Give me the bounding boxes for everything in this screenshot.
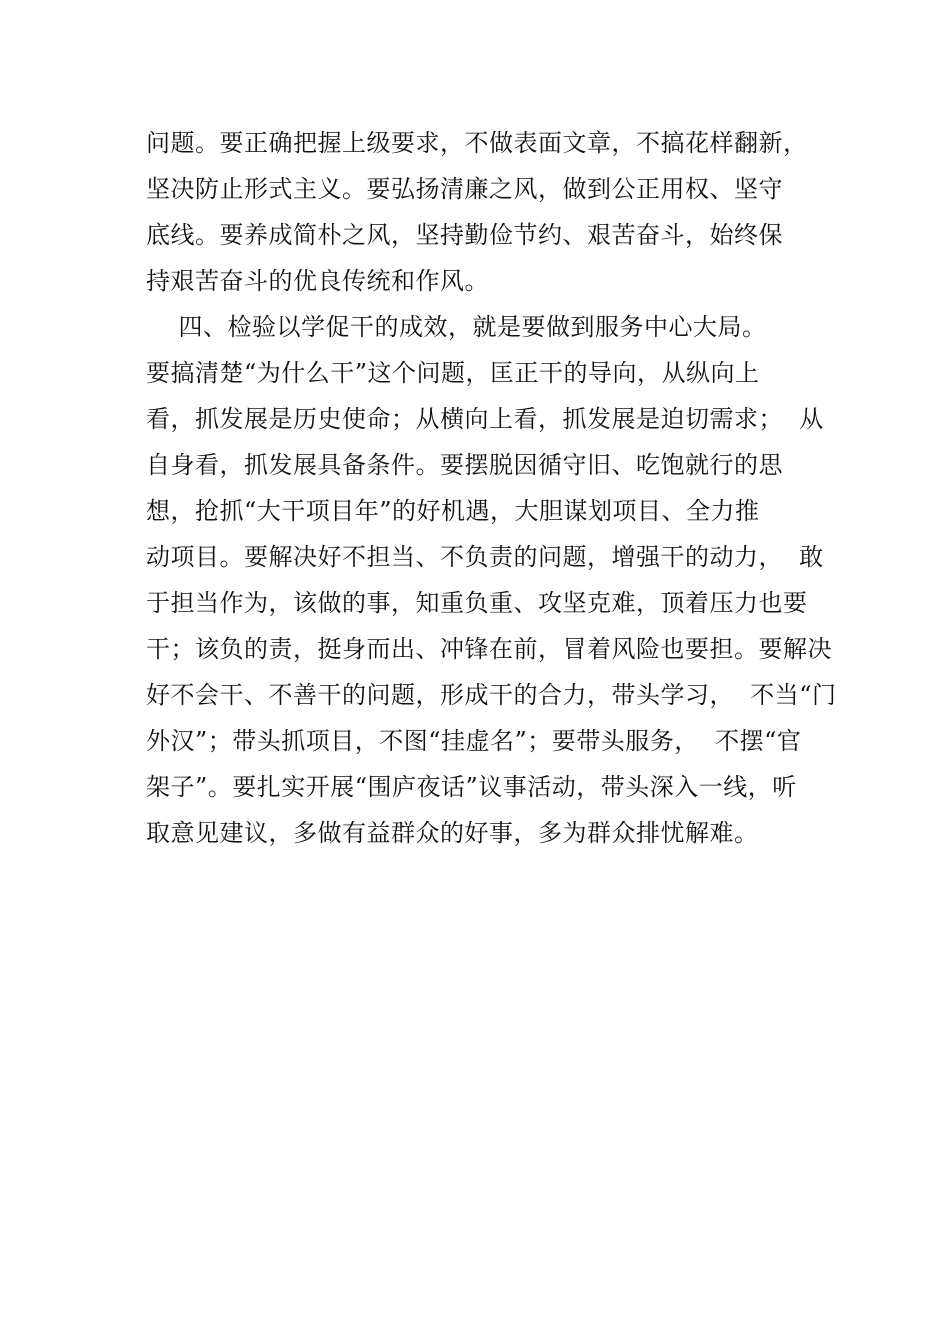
text-line: 要搞清楚“为什么干”这个问题，匡正干的导向，从纵向上	[146, 359, 760, 387]
text-line: 动项目。要解决好不担当、不负责的问题，增强干的动力， 敢	[146, 543, 824, 571]
text-line: 干；该负的责，挺身而出、冲锋在前，冒着风险也要担。要解决	[146, 635, 832, 663]
text-line: 外汉”；带头抓项目，不图“挂虚名”；要带头服务， 不摆“官	[146, 727, 802, 755]
text-line: 持艰苦奋斗的优良传统和作风。	[146, 267, 489, 295]
paragraph-2	[146, 304, 837, 856]
text-line: 坚决防止形式主义。要弘扬清廉之风，做到公正用权、坚守	[146, 175, 783, 203]
text-line: 想，抢抓“大干项目年”的好机遇，大胆谋划项目、全力推	[146, 497, 760, 525]
text-line: 取意见建议，多做有益群众的好事，多为群众排忧解难。	[146, 819, 759, 847]
text-line: 底线。要养成简朴之风，坚持勤俭节约、艰苦奋斗，始终保	[146, 221, 783, 249]
document-body	[146, 120, 837, 856]
text-line: 架子”。要扎实开展“围庐夜话”议事活动，带头深入一线，听	[146, 773, 797, 801]
text-line: 看，抓发展是历史使命；从横向上看，抓发展是迫切需求； 从	[146, 405, 824, 433]
text-line: 问题。要正确把握上级要求，不做表面文章，不搞花样翻新，	[146, 129, 808, 157]
text-line: 好不会干、不善干的问题，形成干的合力，带头学习， 不当“门	[146, 681, 837, 709]
text-line: 于担当作为，该做的事，知重负重、攻坚克难，顶着压力也要	[146, 589, 808, 617]
paragraph-1	[146, 120, 822, 304]
text-line: 自身看，抓发展具备条件。要摆脱因循守旧、吃饱就行的思	[146, 451, 783, 479]
text-line: 四、检验以学促干的成效，就是要做到服务中心大局。	[146, 313, 767, 341]
